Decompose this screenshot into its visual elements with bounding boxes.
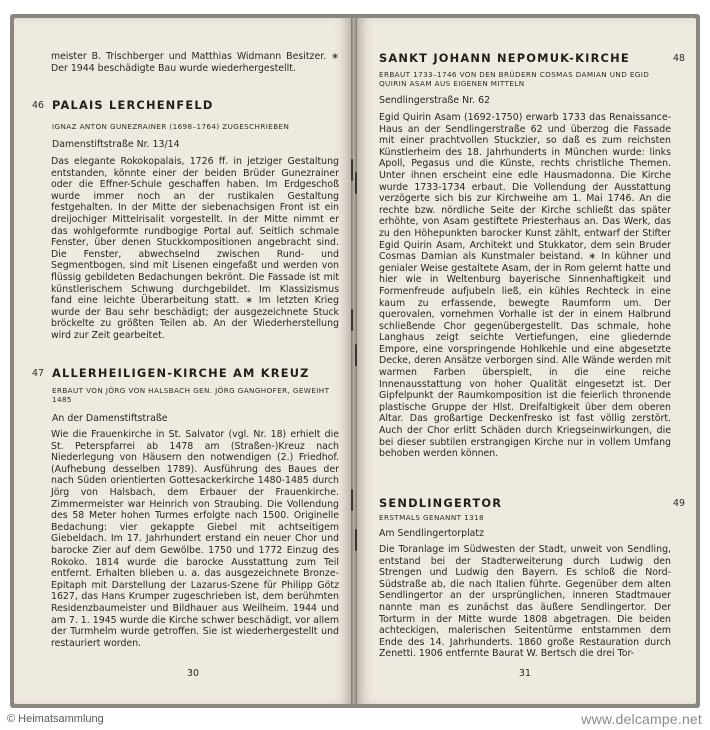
entry-body-47: Wie die Frauenkirche in St. Salvator (vgl. Nr. 18) erhielt die St. Peterspfarrei ab 1478 am (Straßen-)Kreuz nach Niederlegung von Häusern den notwendigen (2.) Friedhof. (Aufhebung desselben 1789). Ausführung des Baues der nach Süden orientierten Gottesackerkirche 1480-1485 durch Jörg von Halsbach, dem Erbauer der Frauenkirche. Zimmermeister war Heinrich von Straubing. Die Vollendung des 58 Meter hohen Turmes erfolgte nach 1500. Originelle Bedachung: vier gekappte Giebel mit achtseitigem Giebeldach. Im 17. Jahrhundert erstand ein neuer Chor und barocke Zier auf dem Gewölbe. 1750 und 1772 Einzug des Rokoko. 1814 wurde die barocke Ausstattung zum Teil entfernt. Erhalten blieben u. a. das ausgezeichnete Bronze-Epitaph mit Darstellung der Lazarus-Szene für Philipp Götz 1627, das Hans Krumper zugeschrieben ist, dem berühmten Residenzbaumeister und Bildhauer aus Weilheim. 1944 und am 7. 1. 1945 wurde die Kirche schwer beschädigt, vor allem der Turmhelm wurde getroffen. Sie ist wiederhergestellt und restauriert worden. bbox=[51, 429, 339, 649]
page-number-left: 30 bbox=[187, 668, 199, 679]
watermark-heimatsammlung: © Heimatsammlung bbox=[7, 713, 104, 725]
entry-number-48: 48 bbox=[673, 53, 685, 64]
entry-address-49: Am Sendlingertorplatz bbox=[379, 528, 485, 539]
entry-subtitle-47: ERBAUT VON JÖRG VON HALSBACH GEN. JÖRG GANGHOFER, GEWEIHT 1485 bbox=[52, 386, 330, 405]
entry-subtitle-46: IGNAZ ANTON GUNEZRAINER (1698–1764) ZUGESCHRIEBEN bbox=[52, 122, 290, 131]
entry-body-49: Die Toranlage im Südwesten der Stadt, unweit von Sendling, entstand bei der Stadterweiterung durch Ludwig den Strengen und Ludwig den Bayern. Es schloß die Nord-Südstraße ab, die nach Italien führte. Gegenüber dem alten Sendlingertor an der ursprünglichen, inneren Stadtmauer nannte man es zunächst das äußere Sendlingertor. Der Torturm in der Mitte wurde 1808 abgetragen. Die beiden achteckigen, malerischen Seitentürme entstammen dem Ende des 14. Jahrhunderts. 1860 große Restauration durch Zenetti. 1906 entfernte Baurat W. Bertsch die drei Tor- bbox=[379, 544, 671, 660]
right-page bbox=[357, 18, 696, 704]
entry-number-49: 49 bbox=[673, 498, 685, 509]
entry-title-sendlingertor: SENDLINGERTOR bbox=[379, 496, 503, 510]
watermark-delcampe: www.delcampe.net bbox=[581, 711, 702, 727]
page-number-right: 31 bbox=[519, 668, 531, 679]
watermark-bar bbox=[0, 710, 710, 730]
entry-subtitle-48: ERBAUT 1733–1746 VON DEN BRÜDERN COSMAS DAMIAN UND EGID QUIRIN ASAM AUS EIGENEN MITTELN bbox=[379, 70, 650, 89]
entry-address-47: An der Damenstiftstraße bbox=[52, 413, 168, 424]
entry-body-46: Das elegante Rokokopalais, 1726 ff. in jetziger Gestaltung entstanden, könnte einer der beiden Brüder Gunezrainer oder die Effner-Schule geschaffen haben. Im Erdgeschoß wurde immer noch an der rustikalen Gestaltung festgehalten. In der Mitte der siebenachsigen Front ist ein dreijochiger Mittelrisalit vorgestellt. In der Mitte nimmt er das wohlgeformte rundbogige Portal auf. Seitlich schmale Fenster, über denen Stuckkompositionen angebracht sind. Die Fenster, abwechselnd zwischen Rund- und Segmentbogen, sind mit Lisenen eingefaßt und werden von flüssig gebildeten Bedachungen bekrönt. Die Fassade ist mit künstlerischem Schwung durchgebildet. Im Klassizismus fand eine leichte Überarbeitung statt. ∗ Im letzten Krieg wurde der Bau sehr beschädigt; der ausgezeichnete Stuck bröckelte zu größten Teilen ab. An der Wiederherstellung wird zur Zeit gearbeitet. bbox=[51, 156, 339, 341]
scanned-booklet-spread bbox=[10, 14, 700, 708]
entry-title-palais-lerchenfeld: PALAIS LERCHENFELD bbox=[52, 98, 214, 112]
entry-title-johann-nepomuk: SANKT JOHANN NEPOMUK-KIRCHE bbox=[379, 51, 630, 65]
entry-address-46: Damenstiftstraße Nr. 13/14 bbox=[52, 139, 180, 150]
entry-number-47: 47 bbox=[32, 368, 44, 379]
entry-number-46: 46 bbox=[32, 100, 44, 111]
staple-lower bbox=[351, 489, 353, 511]
intro-text: meister B. Trischberger und Matthias Widmann Besitzer. ∗ Der 1944 beschädigte Bau wurde wiederhergestellt. bbox=[51, 51, 339, 74]
staple-middle bbox=[351, 309, 353, 331]
left-page bbox=[14, 18, 351, 704]
entry-subtitle-49: ERSTMALS GENANNT 1318 bbox=[379, 513, 484, 522]
entry-title-allerheiligen-kirche: ALLERHEILIGEN-KIRCHE AM KREUZ bbox=[52, 366, 310, 380]
entry-address-48: Sendlingerstraße Nr. 62 bbox=[379, 95, 491, 106]
staple-top bbox=[351, 159, 353, 181]
entry-body-48: Egid Quirin Asam (1692-1750) erwarb 1733 das Renaissance-Haus an der Sendlingerstraße 62 und überzog die Fassade mit einer prachtvollen Stuckzier, so daß es zum reichsten Künstlerheim des 18. Jahrhunderts in München wurde: links Apoll, Pegasus und die Künste, rechts christliche Themen. Unter ihnen erscheint eine edle Hausmadonna. Die Kirche wurde 1733-1734 erbaut. Die Vollendung der Ausstattung verzögerte sich bis zur Kirchweihe am 1. Mai 1746. An die rechte bzw. nördliche Seite der Kirche schließt das später erhöhte, von Asam gestiftete Priesterhaus an. Das Werk, das zu den Höhepunkten barocker Kunst zählt, entwarf der Stifter Egid Quirin Asam, Architekt und Stukkator, dem sein Bruder Cosmas Damian als Kunstmaler beistand. ∗ In kühner und genialer Weise gestaltete Asam, der in Rom gelernt hatte und hier wie in Weltenburg bayerische Sinnenhaftigkeit und Formenfreude aufjubeln ließ, ein kühles Rechteck in eine kaum zu erfassende, bewegte Raumform um. Der querovalen, vornehmen Vorhalle ist der in einem Halbrund schließende Chor gegenübergestellt. Das schmale, hohe Langhaus zeigt seichte Vertiefungen, eine gliedernde Empore, eine vorspringende Hohlkehle und eine abgesetzte Decke, deren Ansätze verborgen sind. Alle Wände werden mit warmen Farben überspielt, in die eine reiche Innenausstattung von hoher Qualität eingesetzt ist. Der Gipfelpunkt der Raumkomposition ist die feierlich thronende plastische Gruppe der Hlst. Dreifaltigkeit über dem oberen Altar. Das großartige Deckenfresko ist fast völlig zerstört. Auch der Chor erlitt Schäden durch Kriegseinwirkungen, die bei dieser subtilen erstrangigen Kirche nur in vollem Umfang behoben werden können. bbox=[379, 112, 671, 460]
